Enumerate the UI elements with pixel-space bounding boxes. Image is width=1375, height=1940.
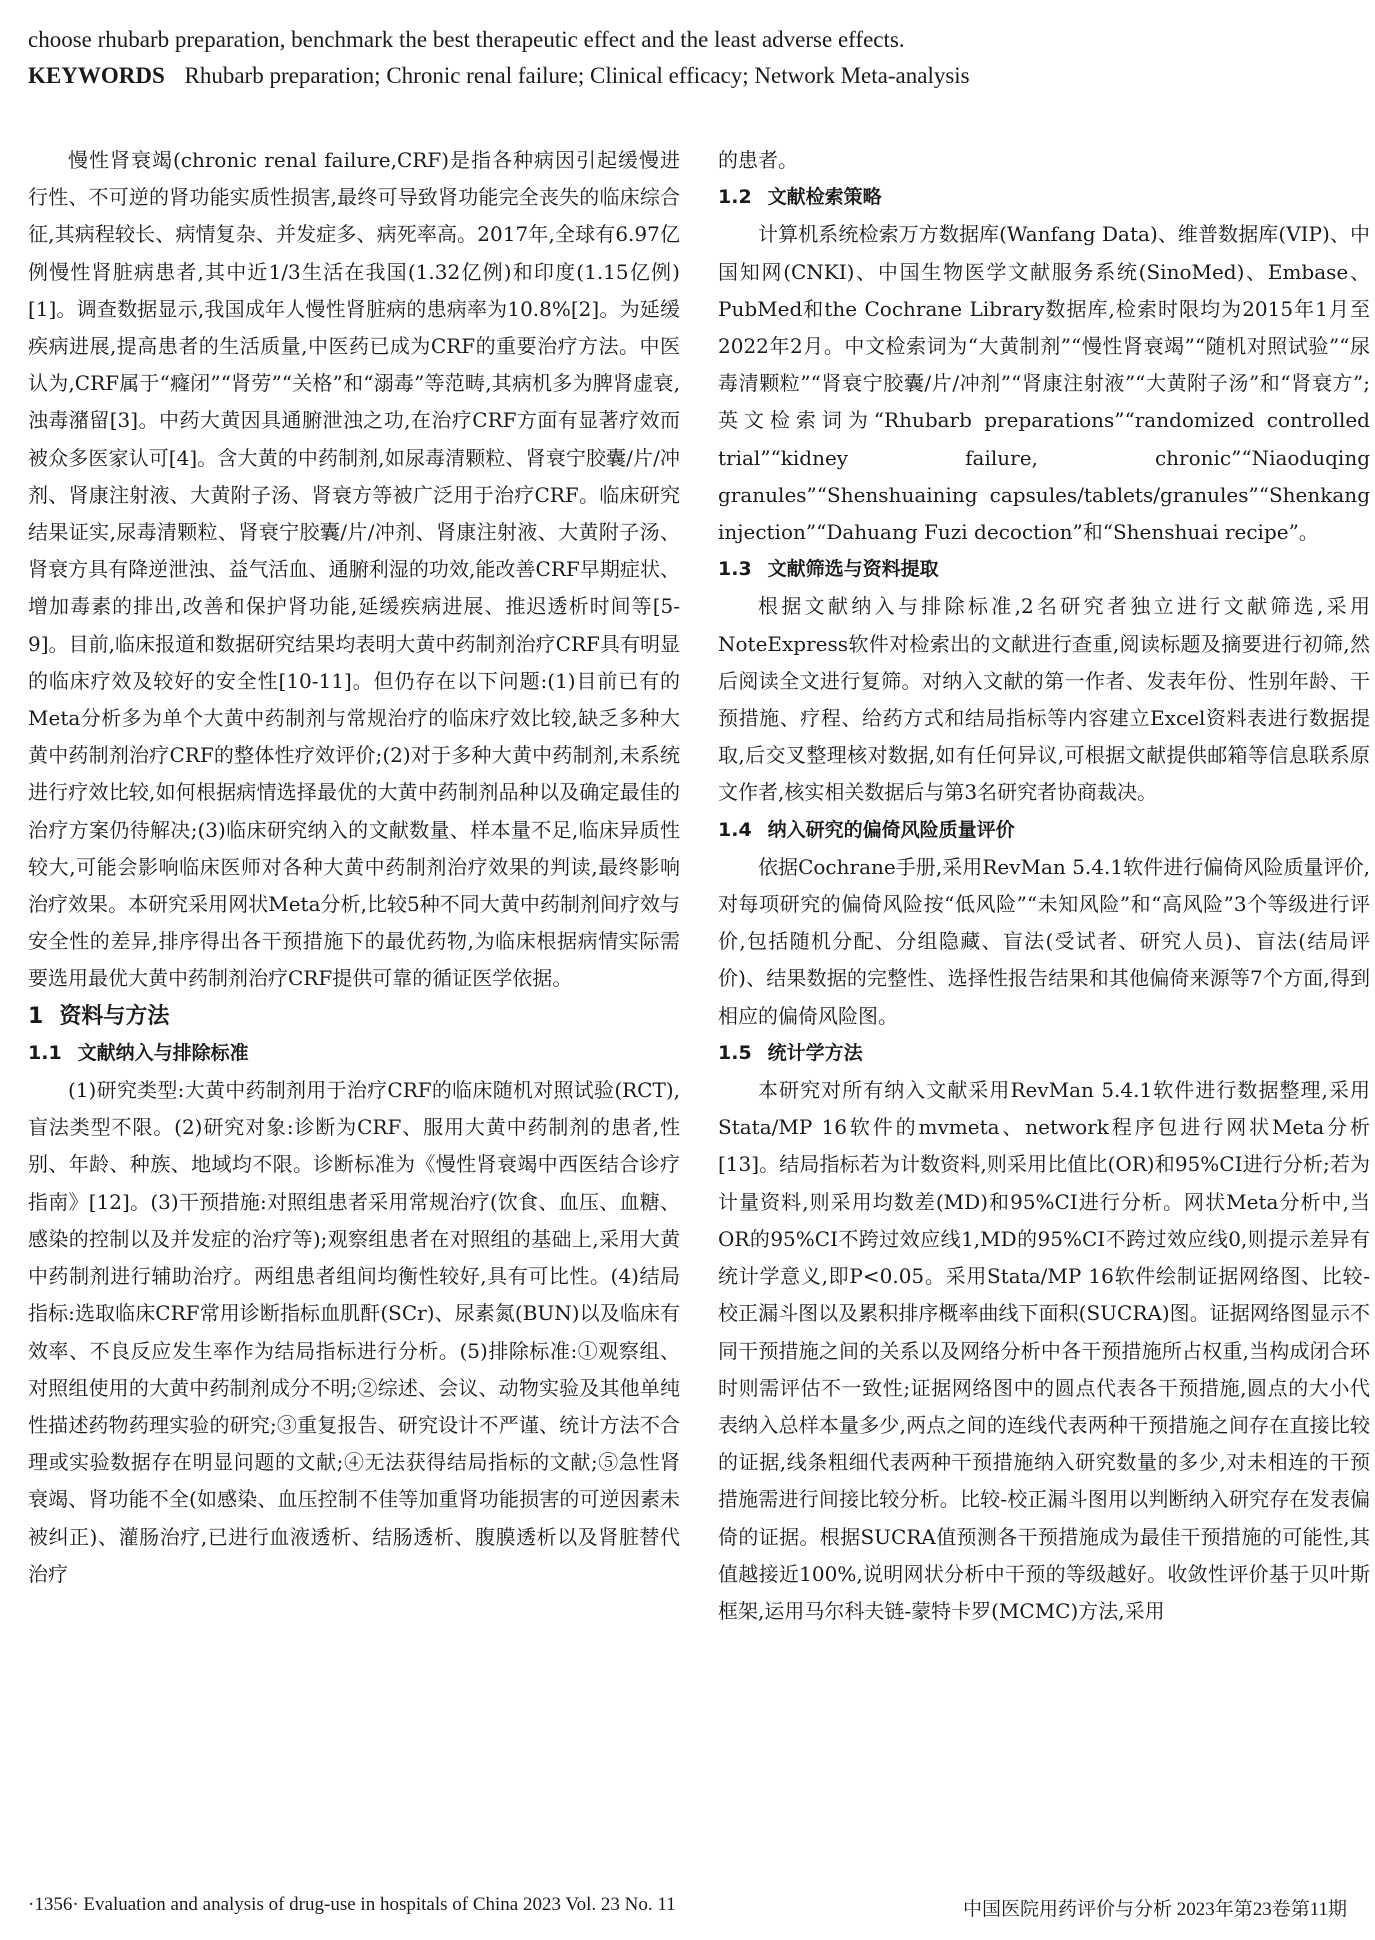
section-1-2-paragraph: 计算机系统检索万方数据库(Wanfang Data)、维普数据库(VIP)、中国知网(CNKI)、中国生物医学文献服务系统(SinoMed)、Embase、PubMed和the Cochrane Library数据库,检索时限均为2015年1月至2022年2月。中文检索词为“大黄制剂”“慢性肾衰竭”“随机对照试验”“尿毒清颗粒”“肾衰宁胶囊/片/冲剂”“肾康注射液”“大黄附子汤”和“肾衰方”;英文检索词为“Rhubarb preparations”“randomized controlled trial”“kidney failure, chronic”“Niaoduqing granules”“Shenshuaining capsules/tablets/granules”“Shenkang injection”“Dahuang Fuzi decoction”和“Shenshuai recipe”。 bbox=[718, 222, 1370, 545]
section-number: 1.4 bbox=[718, 818, 752, 841]
section-1-5-paragraph: 本研究对所有纳入文献采用RevMan 5.4.1软件进行数据整理,采用Stata/MP 16软件的mvmeta、network程序包进行网状Meta分析[13]。结局指标若为计数资料,则采用比值比(OR)和95%CI进行分析;若为计量资料,则采用均数差(MD)和95%CI进行分析。网状Meta分析中,当OR的95%CI不跨过效应线1,MD的95%CI不跨过效应线0,则提示差异有统计学意义,即P<0.05。采用Stata/MP 16软件绘制证据网络图、比较-校正漏斗图以及累积排序概率曲线下面积(SUCRA)图。证据网络图显示不同干预措施之间的关系以及网络分析中各干预措施所占权重,当构成闭合环时则需评估不一致性;证据网络图中的圆点代表各干预措施,圆点的大小代表纳入总样本量多少,两点之间的连线代表两种干预措施之间存在直接比较的证据,线条粗细代表两种干预措施纳入研究数量的多少,对未相连的干预措施需进行间接比较分析。比较-校正漏斗图用以判断纳入研究存在发表偏倚的证据。根据SUCRA值预测各干预措施成为最佳干预措施的可能性,其值越接近100%,说明网状分析中干预的等级越好。收敛性评价基于贝叶斯框架,运用马尔科夫链-蒙特卡罗(MCMC)方法,采用 bbox=[718, 1078, 1370, 1623]
section-number: 1.1 bbox=[28, 1041, 62, 1064]
page-footer bbox=[28, 1894, 1347, 1921]
abstract-tail: choose rhubarb preparation, benchmark the best therapeutic effect and the least adverse effects. bbox=[28, 27, 905, 52]
keywords-line bbox=[28, 58, 1348, 94]
section-1-3-paragraph: 根据文献纳入与排除标准,2名研究者独立进行文献筛选,采用NoteExpress软件对检索出的文献进行查重,阅读标题及摘要进行初筛,然后阅读全文进行复筛。对纳入文献的第一作者、发表年份、性别年龄、干预措施、疗程、给药方式和结局指标等内容建立Excel资料表进行数据提取,后交叉整理核对数据,如有任何异议,可根据文献提供邮箱等信息联系原文作者,核实相关数据后与第3名研究者协商裁决。 bbox=[718, 594, 1370, 805]
section-number: 1.3 bbox=[718, 558, 752, 581]
section-1-4-heading bbox=[718, 812, 1370, 849]
section-title: 文献筛选与资料提取 bbox=[767, 558, 939, 581]
section-1-5-heading bbox=[718, 1035, 1370, 1072]
section-number: 1.5 bbox=[718, 1041, 752, 1064]
section-1-1-paragraph: (1)研究类型:大黄中药制剂用于治疗CRF的临床随机对照试验(RCT),盲法类型不限。(2)研究对象:诊断为CRF、服用大黄中药制剂的患者,性别、年龄、种族、地域均不限。诊断标准为《慢性肾衰竭中西医结合诊疗指南》[12]。(3)干预措施:对照组患者采用常规治疗(饮食、血压、血糖、感染的控制以及并发症的治疗等);观察组患者在对照组的基础上,采用大黄中药制剂进行辅助治疗。两组患者组间均衡性较好,具有可比性。(4)结局指标:选取临床CRF常用诊断指标血肌酐(SCr)、尿素氮(BUN)以及临床有效率、不良反应发生率作为结局指标进行分析。(5)排除标准:①观察组、对照组使用的大黄中药制剂成分不明;②综述、会议、动物实验及其他单纯性描述药物药理实验的研究;③重复报告、研究设计不严谨、统计方法不合理或实验数据存在明显问题的文献;④无法获得结局指标的文献;⑤急性肾衰竭、肾功能不全(如感染、血压控制不佳等加重肾功能损害的可逆因素未被纠正)、灌肠治疗,已进行血液透析、结肠透析、腹膜透析以及肾脏替代治疗 bbox=[28, 1078, 680, 1586]
keywords-label: KEYWORDS bbox=[28, 63, 165, 88]
section-title: 资料与方法 bbox=[59, 1003, 170, 1029]
section-1-4-paragraph: 依据Cochrane手册,采用RevMan 5.4.1软件进行偏倚风险质量评价,对每项研究的偏倚风险按“低风险”“未知风险”和“高风险”3个等级进行评价,包括随机分配、分组隐藏、盲法(受试者、研究人员)、盲法(结局评价)、结果数据的完整性、选择性报告结果和其他偏倚来源等7个方面,得到相应的偏倚风险图。 bbox=[718, 854, 1370, 1028]
section-title: 统计学方法 bbox=[767, 1041, 863, 1064]
section-1-1-heading bbox=[28, 1035, 680, 1072]
section-title: 文献纳入与排除标准 bbox=[77, 1041, 249, 1064]
footer-left: ·1356· Evaluation and analysis of drug-use in hospitals of China 2023 Vol. 23 No. 11 bbox=[28, 1894, 676, 1915]
section-title: 文献检索策略 bbox=[767, 186, 882, 209]
footer-right: 中国医院用药评价与分析 2023年第23卷第11期 bbox=[962, 1899, 1347, 1920]
section-1-3-heading bbox=[718, 551, 1370, 588]
left-column bbox=[28, 142, 680, 1593]
continued-text: 的患者。 bbox=[718, 148, 798, 172]
keywords-text: Rhubarb preparation; Chronic renal failure; Clinical efficacy; Network Meta-analysis bbox=[184, 63, 970, 88]
section-number: 1 bbox=[28, 1003, 44, 1029]
section-title: 纳入研究的偏倚风险质量评价 bbox=[767, 818, 1015, 841]
intro-paragraph: 慢性肾衰竭(chronic renal failure,CRF)是指各种病因引起缓慢进行性、不可逆的肾功能实质性损害,最终可导致肾功能完全丧失的临床综合征,其病程较长、病情复杂、并发症多、病死率高。2017年,全球有6.97亿例慢性肾脏病患者,其中近1/3生活在我国(1.32亿例)和印度(1.15亿例)[1]。调查数据显示,我国成年人慢性肾脏病的患病率为10.8%[2]。为延缓疾病进展,提高患者的生活质量,中医药已成为CRF的重要治疗方法。中医认为,CRF属于“癃闭”“肾劳”“关格”和“溺毒”等范畴,其病机多为脾肾虚衰,浊毒潴留[3]。中药大黄因具通腑泄浊之功,在治疗CRF方面有显著疗效而被众多医家认可[4]。含大黄的中药制剂,如尿毒清颗粒、肾衰宁胶囊/片/冲剂、肾康注射液、大黄附子汤、肾衰方等被广泛用于治疗CRF。临床研究结果证实,尿毒清颗粒、肾衰宁胶囊/片/冲剂、肾康注射液、大黄附子汤、肾衰方具有降逆泄浊、益气活血、通腑利湿的功效,能改善CRF早期症状、增加毒素的排出,改善和保护肾功能,延缓疾病进展、推迟透析时间等[5-9]。目前,临床报道和数据研究结果均表明大黄中药制剂治疗CRF具有明显的临床疗效及较好的安全性[10-11]。但仍存在以下问题:(1)目前已有的Meta分析多为单个大黄中药制剂与常规治疗的临床疗效比较,缺乏多种大黄中药制剂治疗CRF的整体性疗效评价;(2)对于多种大黄中药制剂,未系统进行疗效比较,如何根据病情选择最优的大黄中药制剂品种以及确定最佳的治疗方案仍待解决;(3)临床研究纳入的文献数量、样本量不足,临床异质性较大,可能会影响临床医师对各种大黄中药制剂治疗效果的判读,最终影响治疗效果。本研究采用网状Meta分析,比较5种不同大黄中药制剂间疗效与安全性的差异,排序得出各干预措施下的最优药物,为临床根据病情实际需要选用最优大黄中药制剂治疗CRF提供可靠的循证医学依据。 bbox=[28, 148, 680, 991]
section-1-2-heading bbox=[718, 179, 1370, 216]
abstract-tail-block bbox=[28, 22, 1348, 94]
section-1-heading bbox=[28, 998, 680, 1035]
right-column bbox=[718, 142, 1370, 1630]
section-number: 1.2 bbox=[718, 186, 752, 209]
